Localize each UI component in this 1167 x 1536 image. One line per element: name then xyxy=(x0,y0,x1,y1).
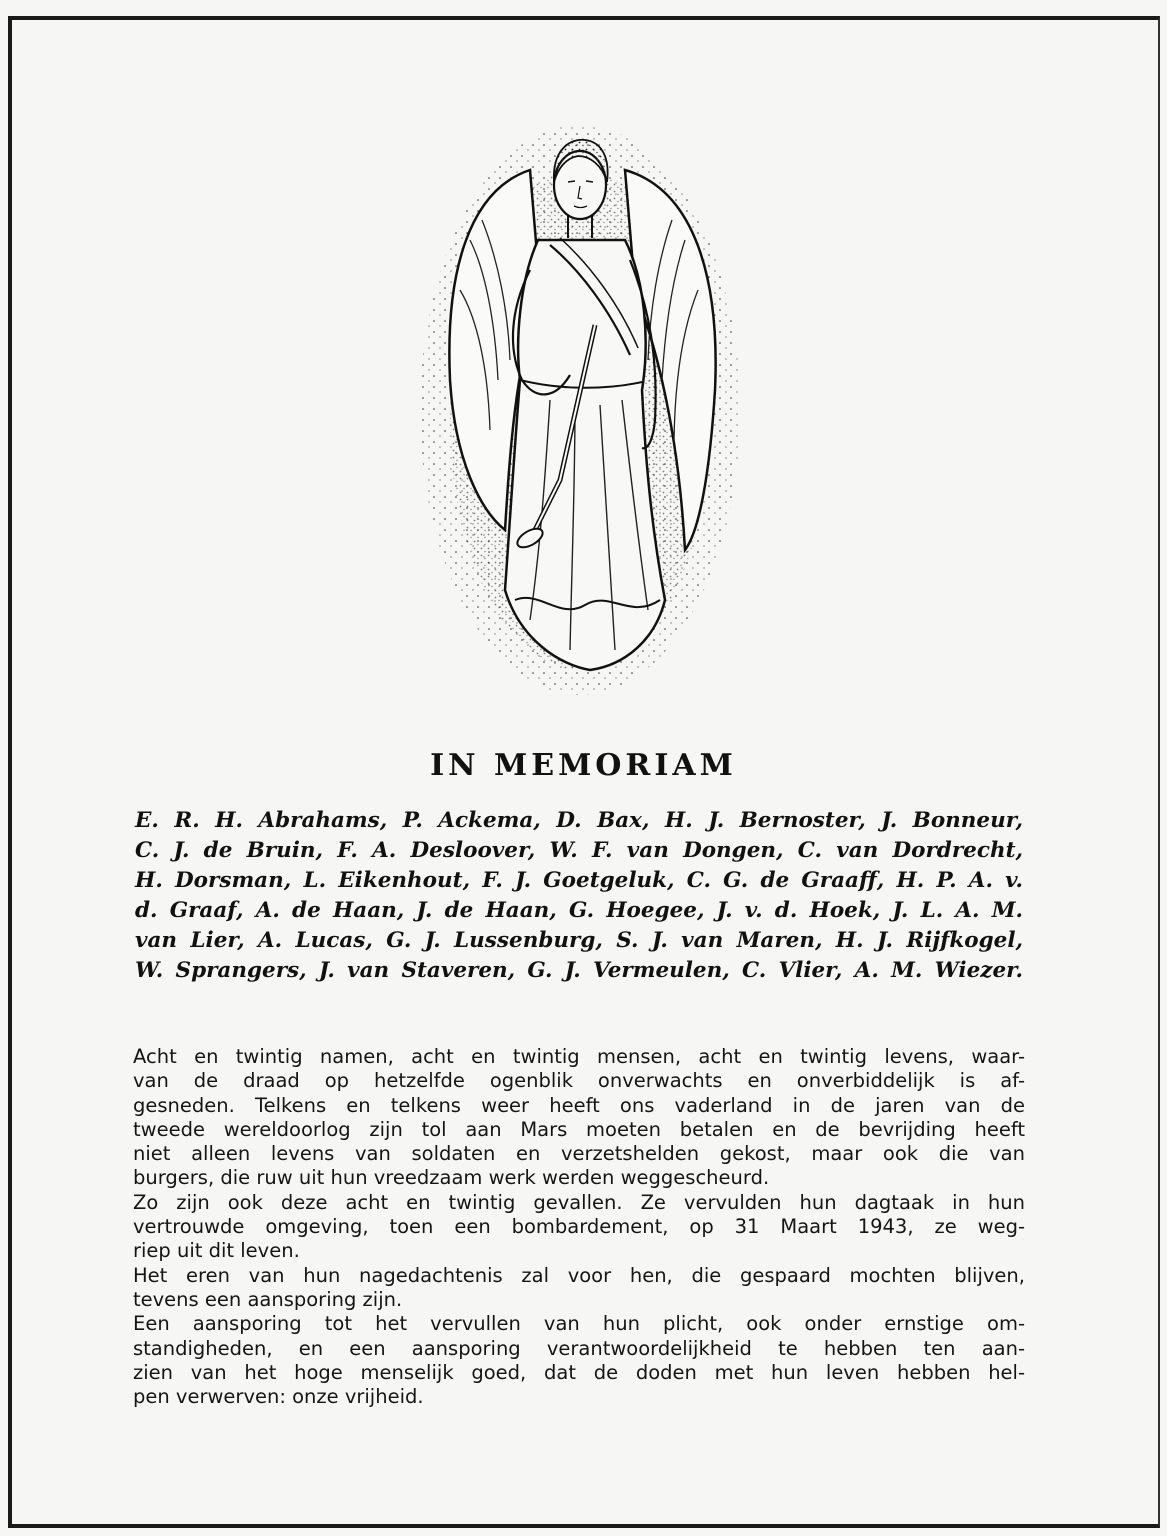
names-list xyxy=(135,806,1023,986)
names-line: d. Graaf, A. de Haan, J. de Haan, G. Hoegee, J. v. d. Hoek, J. L. A. M. xyxy=(135,898,1023,923)
paragraph-line: standigheden, en een aansporing verantwoordelijkheid te hebben ten aan- xyxy=(133,1336,1025,1360)
paragraph-line: vertrouwde omgeving, toen een bombardement, op 31 Maart 1943, ze weg- xyxy=(133,1215,1025,1239)
paragraph-line: Acht en twintig namen, acht en twintig mensen, acht en twintig levens, waar- xyxy=(133,1045,1025,1068)
paragraph-line: pen verwerven: onze vrijheid. xyxy=(133,1385,424,1409)
names-line: H. Dorsman, L. Eikenhout, F. J. Goetgeluk, C. G. de Graaff, H. P. A. v. xyxy=(135,868,1023,893)
names-line: C. J. de Bruin, F. A. Desloover, W. F. van Dongen, C. van Dordrecht, xyxy=(135,838,1023,863)
paragraph-line: van de draad op hetzelfde ogenblik onverwachts en onverbiddelijk is af- xyxy=(133,1069,1025,1093)
memorial-paragraph xyxy=(133,1045,1025,1409)
paragraph-line: tevens een aansporing zijn. xyxy=(133,1287,403,1311)
names-line: E. R. H. Abrahams, P. Ackema, D. Bax, H. J. Bernoster, J. Bonneur, xyxy=(135,808,1023,833)
paragraph-line: tweede wereldoorlog zijn tol aan Mars moeten betalen en de bevrijding heeft xyxy=(133,1117,1025,1141)
angel-illustration xyxy=(410,120,750,710)
paragraph-line: zien van het hoge menselijk goed, dat de doden met hun leven hebben hel- xyxy=(133,1360,1025,1384)
names-line: van Lier, A. Lucas, G. J. Lussenburg, S. J. van Maren, H. J. Rijfkogel, xyxy=(135,928,1023,953)
paragraph-line: Zo zijn ook deze acht en twintig gevallen. Ze vervulden hun dagtaak in hun xyxy=(133,1190,1025,1214)
paragraph-line: burgers, die ruw uit hun vreedzaam werk werden weggescheurd. xyxy=(133,1166,770,1190)
names-line: W. Sprangers, J. van Staveren, G. J. Vermeulen, C. Vlier, A. M. Wiezer. xyxy=(135,958,1023,983)
paragraph-line: Het eren van hun nagedachtenis zal voor hen, die gespaard mochten blijven, xyxy=(133,1263,1025,1287)
paragraph-line: gesneden. Telkens en telkens weer heeft ons vaderland in de jaren van de xyxy=(133,1093,1025,1117)
paragraph-line: niet alleen levens van soldaten en verzetshelden gekost, maar ook die van xyxy=(133,1142,1025,1166)
paragraph-line: Een aansporing tot het vervullen van hun plicht, ook onder ernstige om- xyxy=(133,1312,1025,1336)
paragraph-line: riep uit dit leven. xyxy=(133,1239,300,1263)
page-title: IN MEMORIAM xyxy=(430,748,737,783)
